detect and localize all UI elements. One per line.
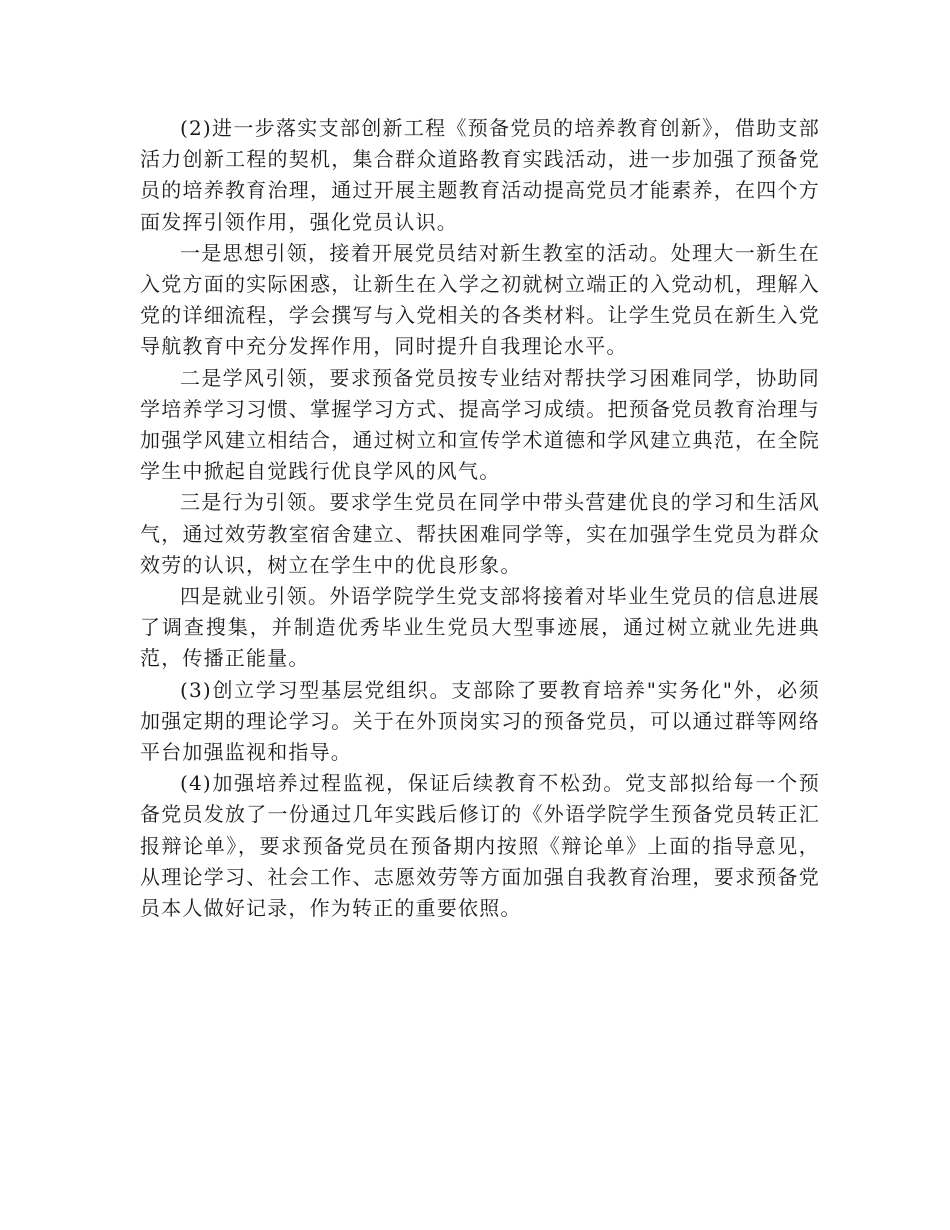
- paragraph-behavior-guidance: 三是行为引领。要求学生党员在同学中带头营建优良的学习和生活风气，通过效劳教室宿舍建立、帮扶困难同学等，实在加强学生党员为群众效劳的认识，树立在学生中的优良形象。: [140, 490, 820, 577]
- paragraph-employment-guidance: 四是就业引领。外语学院学生党支部将接着对毕业生党员的信息进展了调查搜集，并制造优秀毕业生党员大型事迹展，通过树立就业先进典范，传播正能量。: [140, 584, 820, 671]
- paragraph-study-style-guidance: 二是学风引领，要求预备党员按专业结对帮扶学习困难同学，协助同学培养学习习惯、掌握学习方式、提高学习成绩。把预备党员教育治理与加强学风建立相结合，通过树立和宣传学术道德和学风建立典范，在全院学生中掀起自觉践行优良学风的风气。: [140, 365, 820, 484]
- paragraph-process-supervision: (4)加强培养过程监视，保证后续教育不松劲。党支部拟给每一个预备党员发放了一份通过几年实践后修订的《外语学院学生预备党员转正汇报辩论单》，要求预备党员在预备期内按照《辩论单》上面的指导意见，从理论学习、社会工作、志愿效劳等方面加强自我教育治理，要求预备党员本人做好记录，作为转正的重要依照。: [140, 771, 820, 921]
- paragraph-ideological-guidance: 一是思想引领，接着开展党员结对新生教室的活动。处理大一新生在入党方面的实际困惑，让新生在入学之初就树立端正的入党动机，理解入党的详细流程，学会撰写与入党相关的各类材料。让学生党员在新生入党导航教育中充分发挥作用，同时提升自我理论水平。: [140, 240, 820, 359]
- paragraph-innovation-project: (2)进一步落实支部创新工程《预备党员的培养教育创新》，借助支部活力创新工程的契机，集合群众道路教育实践活动，进一步加强了预备党员的培养教育治理，通过开展主题教育活动提高党员才能素养，在四个方面发挥引领作用，强化党员认识。: [140, 116, 820, 234]
- paragraph-learning-organization: (3)创立学习型基层党组织。支部除了要教育培养"实务化"外，必须加强定期的理论学习。关于在外顶岗实习的预备党员，可以通过群等网络平台加强监视和指导。: [140, 677, 820, 765]
- document-body: [140, 113, 820, 924]
